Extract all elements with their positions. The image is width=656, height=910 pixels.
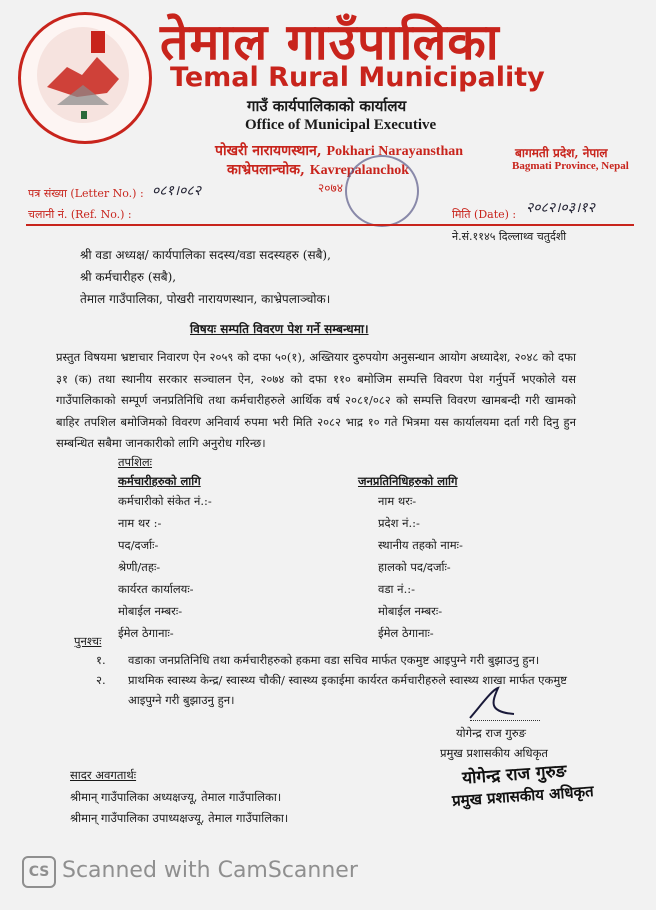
rep-field: मोबाईल नम्बरः-	[378, 604, 443, 618]
signatory-name: योगेन्द्र राज गुरुङ	[456, 726, 526, 740]
signature-stamp-name: योगेन्द्र राज गुरुङ	[461, 761, 568, 789]
address-line-1	[215, 141, 463, 160]
nepal-sambat-date: ने.सं.११४५ दिल्लाथ्व चतुर्दशी	[452, 230, 567, 243]
rep-field: ईमेल ठेगानाः-	[378, 626, 434, 640]
staff-field: श्रेणी/तहः-	[118, 560, 161, 574]
staff-field: मोबाईल नम्बरः-	[118, 604, 183, 618]
recipient-1: श्री वडा अध्यक्ष/ कार्यपालिका सदस्य/वडा सदस्यहरु (सबै),	[80, 248, 331, 262]
letter-no-value: ०८१।०८२	[152, 183, 201, 199]
staff-field: पद/दर्जाः-	[118, 538, 159, 552]
municipality-name-en: Temal Rural Municipality	[170, 62, 545, 93]
rep-field: वडा नं.:-	[378, 582, 415, 596]
camscanner-logo-icon: CS	[22, 856, 56, 888]
date-label: मिति (Date) :	[452, 208, 517, 221]
province-en: Bagmati Province, Nepal	[512, 160, 629, 172]
staff-field: नाम थर :-	[118, 516, 162, 530]
staff-heading: कर्मचारीहरुको लागि	[118, 474, 201, 488]
note-text-2-cont: आइपुग्ने गरी बुझाउनु हुन।	[128, 693, 235, 707]
rep-field: स्थानीय तहको नामः-	[378, 538, 463, 552]
ref-no-label: चलानी नं. (Ref. No.) :	[28, 208, 132, 221]
office-name-en: Office of Municipal Executive	[245, 117, 437, 133]
established-year: २०७४	[318, 181, 343, 195]
address-en-1: Pokhari Narayansthan	[326, 144, 464, 159]
note-text-1: वडाका जनप्रतिनिधि तथा कर्मचारीहरुको हकमा वडा सचिव मार्फत एकमुष्ट आइपुग्ने गरी बुझाउनु हुन।	[128, 653, 540, 667]
rep-field: हालको पद/दर्जाः-	[378, 560, 451, 574]
camscanner-watermark: Scanned with CamScanner	[62, 858, 358, 883]
letter-no-label: पत्र संख्या (Letter No.) :	[28, 187, 144, 200]
recipient-3: तेमाल गाउँपालिका, पोखरी नारायणस्थान, काभ्रेपलाञ्चोक।	[80, 292, 331, 306]
cc-item: श्रीमान् गाउँपालिका अध्यक्षज्यू, तेमाल गाउँपालिका।	[70, 790, 282, 804]
tapasil-label: तपशिलः	[118, 455, 153, 469]
staff-field: ईमेल ठेगानाः-	[118, 626, 174, 640]
recipient-2: श्री कर्मचारीहरु (सबै),	[80, 270, 177, 284]
signature-line	[470, 720, 540, 721]
note-num-1: १.	[96, 653, 106, 667]
municipality-name-np: तेमाल गाउँपालिका	[160, 12, 500, 71]
province-np: बागमती प्रदेश, नेपाल	[515, 146, 608, 160]
note-num-2: २.	[96, 673, 106, 687]
signatory-title: प्रमुख प्रशासकीय अधिकृत	[440, 746, 548, 760]
rep-heading: जनप्रतिनिधिहरुको लागि	[358, 474, 458, 488]
date-value: २०८२।०३।१२	[526, 200, 595, 216]
municipality-emblem	[18, 12, 152, 144]
address-np-2: काभ्रेपलान्चोक,	[227, 162, 305, 178]
rep-field: नाम थरः-	[378, 494, 417, 508]
body-paragraph: प्रस्तुत विषयमा भ्रष्टाचार निवारण ऐन २०५९ को दफा ५०(१), अख्तियार दुरुपयोग अनुसन्धान आयोग अध्यादेश, २०४८ को दफा ३१ (क) तथा स्थानीय सरकार सञ्चालन ऐन, २०७४ को दफा ११० बमोजिम सम्पत्ति विवरण पेश गर्नुपर्ने भएकोले यस गाउँपालिकाको सम्पूर्ण जनप्रतिनिधि तथा कर्मचारीहरुले आर्थिक वर्ष २०८१/०८२ को सम्पत्ति विवरण खामबन्दी गरी खामको बाहिर तपशिल बमोजिमको विवरण अनिवार्य रुपमा भरी मिति २०८२ भाद्र १० गते भित्रमा यस कार्यालयमा दर्ता गरी दिनु हुन सम्बन्धित सबैमा जानकारीको लागि अनुरोध गरिन्छ।	[56, 350, 576, 450]
note-text-2: प्राथमिक स्वास्थ्य केन्द्र/ स्वास्थ्य चौकी/ स्वास्थ्य इकाईमा कार्यरत कर्मचारीहरुले स्वास्थ्य शाखा मार्फत एकमुष्ट	[128, 673, 567, 687]
staff-field: कार्यरत कार्यालयः-	[118, 582, 194, 596]
address-en-2: Kavrepalanchok	[309, 163, 410, 178]
emblem-inner	[37, 27, 129, 123]
signature-stamp-title: प्रमुख प्रशासकीय अधिकृत	[451, 782, 595, 810]
cc-item: श्रीमान् गाउँपालिका उपाध्यक्षज्यू, तेमाल गाउँपालिका।	[70, 811, 289, 825]
rep-field: प्रदेश नं.:-	[378, 516, 420, 530]
cc-label: सादर अवगतार्थः	[70, 768, 137, 782]
nepal-map-icon	[37, 27, 129, 123]
office-name-np: गाउँ कार्यपालिकाको कार्यालय	[247, 97, 407, 115]
staff-field: कर्मचारीको संकेत नं.:-	[118, 494, 212, 508]
signature-scribble-icon	[462, 684, 522, 724]
subject-line: विषयः सम्पति विवरण पेश गर्ने सम्बन्धमा।	[190, 322, 369, 336]
office-stamp	[345, 155, 419, 227]
note-label: पुनश्चः	[74, 634, 102, 648]
address-np-1: पोखरी नारायणस्थान,	[215, 143, 322, 159]
